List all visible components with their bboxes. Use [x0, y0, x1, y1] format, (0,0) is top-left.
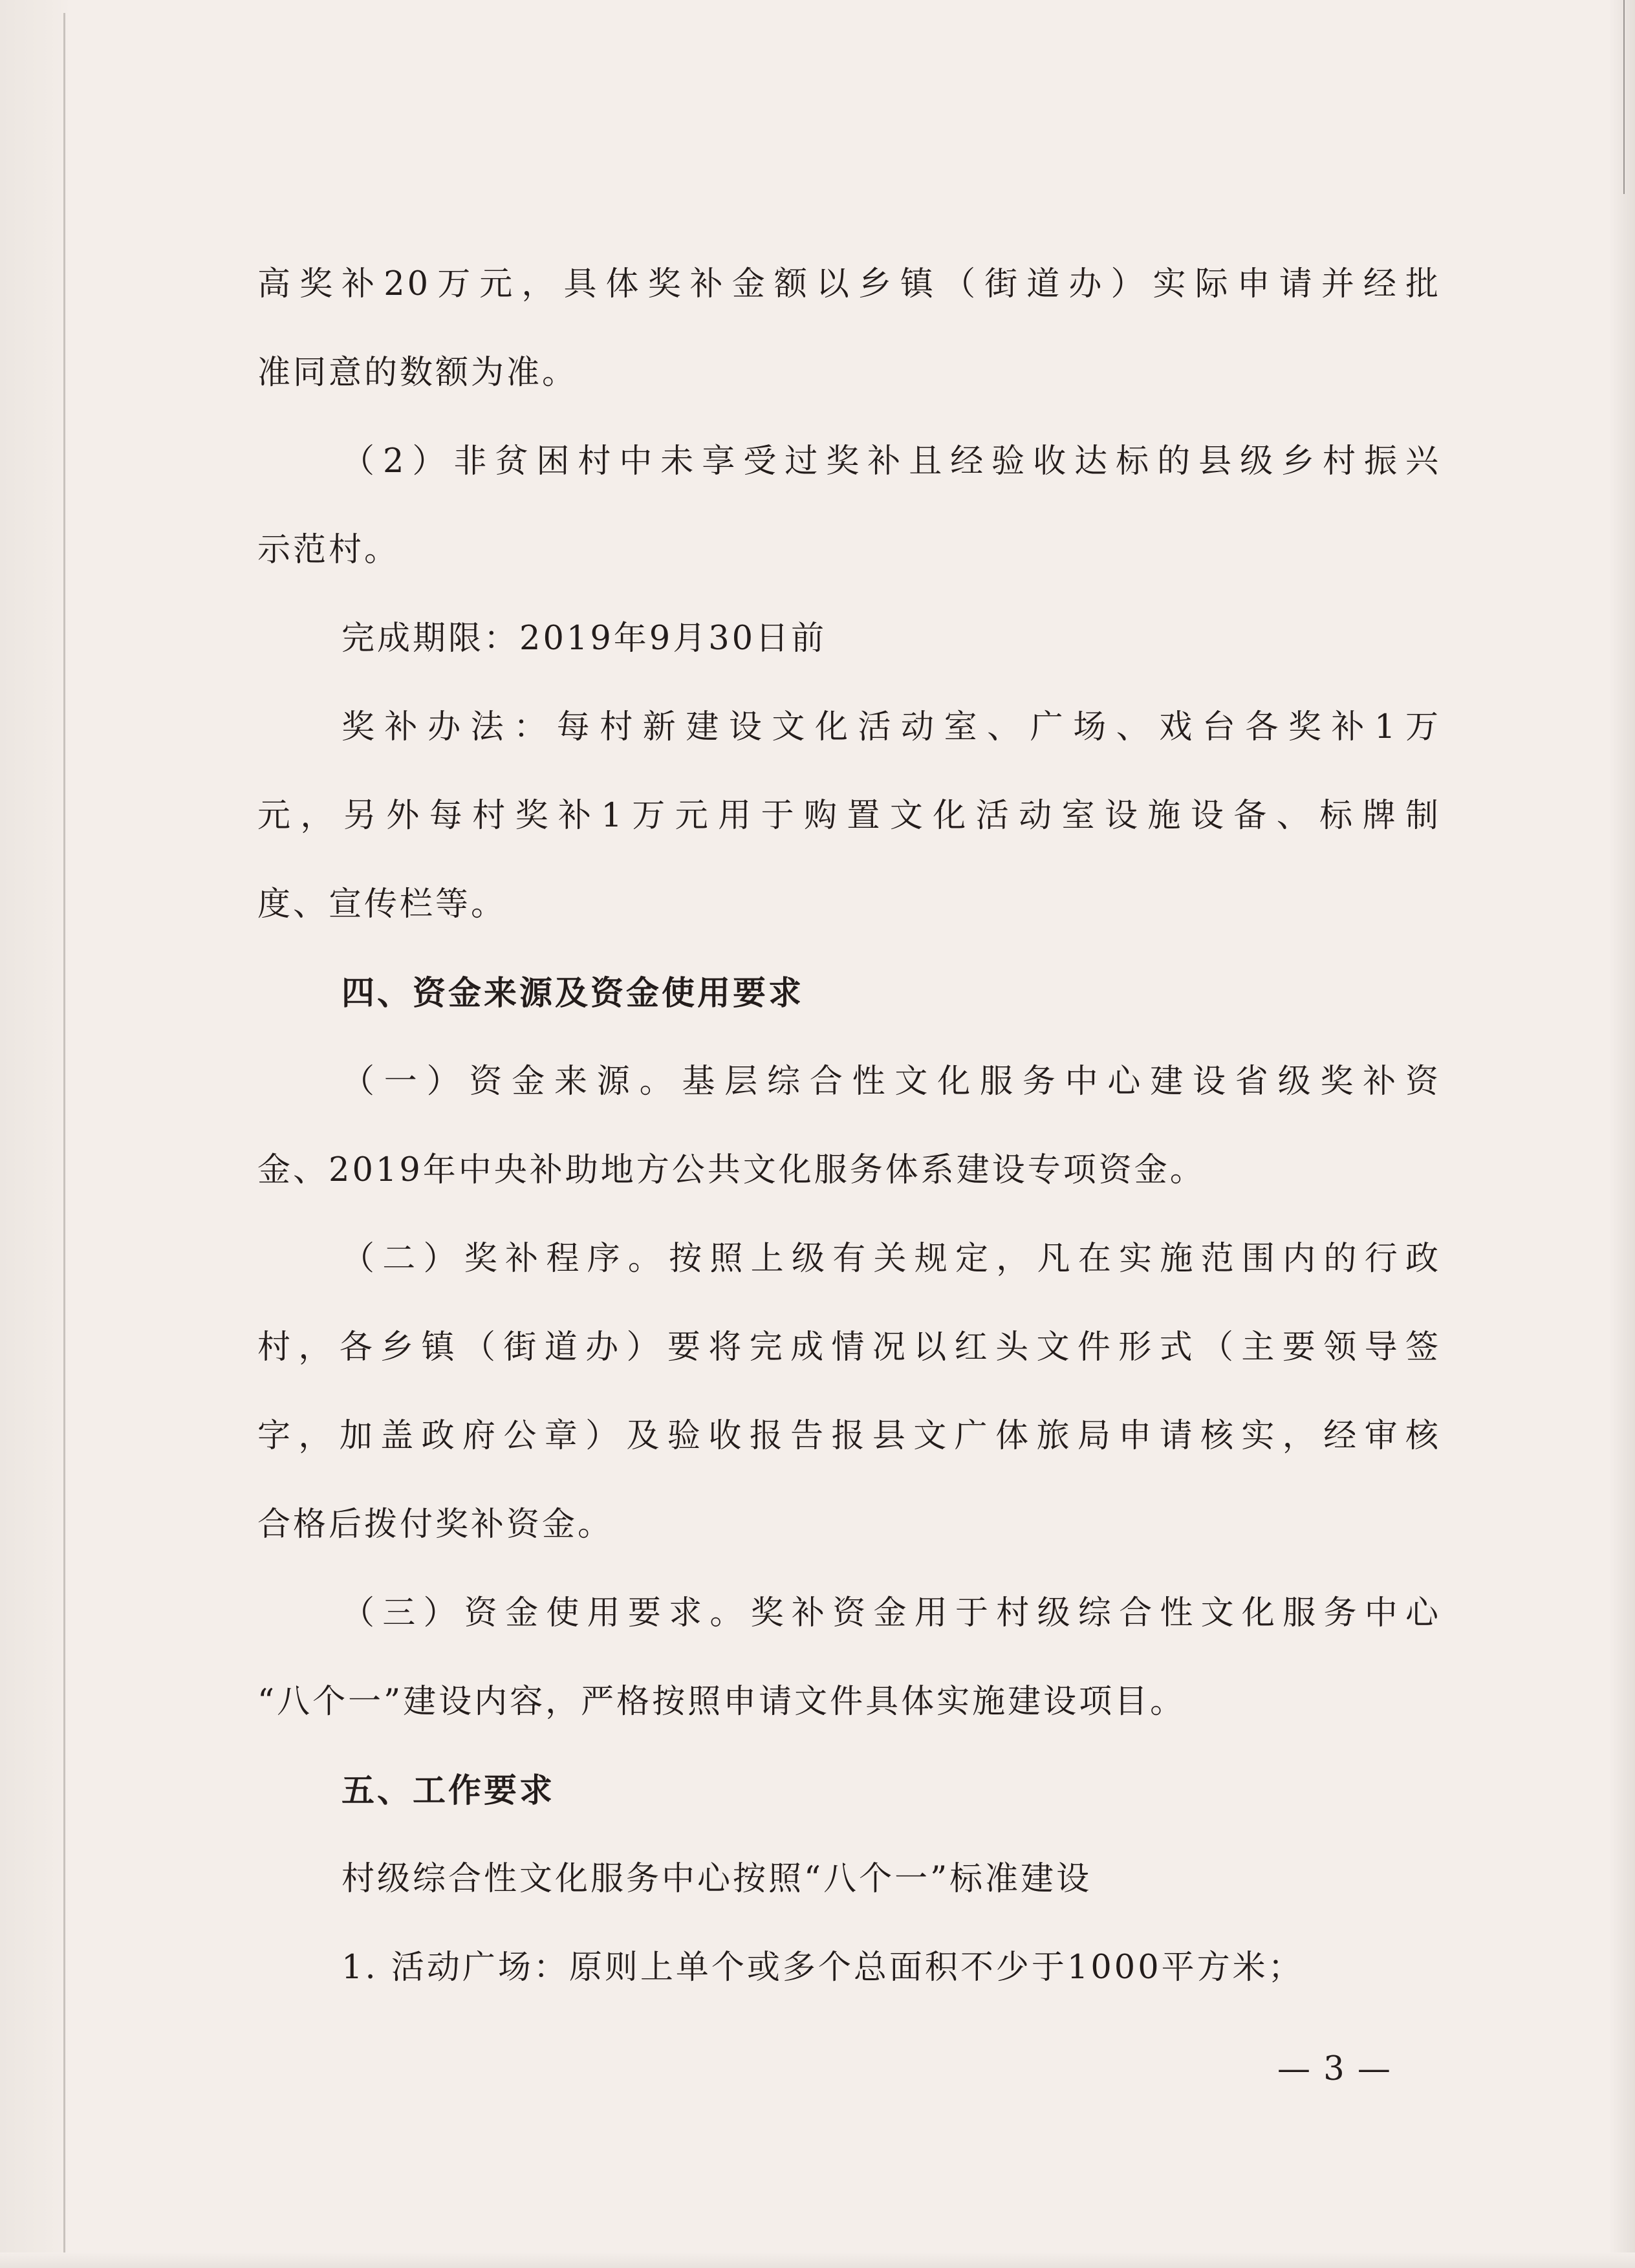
text-line: 村级综合性文化服务中心按照“八个一”标准建设 — [341, 1860, 1092, 1898]
document-body — [257, 262, 1441, 2034]
text-line: 度、宣传栏等。 — [257, 885, 507, 923]
text-line: 准同意的数额为准。 — [257, 354, 578, 392]
text-line: （2）非贫困村中未享受过奖补且经验收达标的县级乡村振兴 — [341, 442, 1441, 481]
text-line: 奖补办法：每村新建设文化活动室、广场、戏台各奖补1万 — [341, 708, 1441, 746]
text-line: 1. 活动广场：原则上单个或多个总面积不少于1000平方米； — [341, 1949, 1304, 1987]
text-line: 高奖补20万元，具体奖补金额以乡镇（街道办）实际申请并经批 — [257, 265, 1441, 303]
text-line: 金、2019年中央补助地方公共文化服务体系建设专项资金。 — [257, 1151, 1206, 1189]
scan-bottom-margin — [0, 2252, 1635, 2268]
text-line: （二）奖补程序。按照上级有关规定，凡在实施范围内的行政 — [341, 1240, 1441, 1278]
section-heading: 五、工作要求 — [341, 1771, 556, 1810]
section-heading: 四、资金来源及资金使用要求 — [341, 974, 805, 1013]
page-number: — 3 — — [1277, 2050, 1392, 2088]
scan-right-edge-line — [1623, 0, 1625, 194]
text-line: （三）资金使用要求。奖补资金用于村级综合性文化服务中心 — [341, 1594, 1441, 1632]
text-line: 合格后拨付奖补资金。 — [257, 1506, 614, 1544]
text-line: “八个一”建设内容，严格按照申请文件具体实施建设项目。 — [257, 1683, 1186, 1721]
text-line: （一）资金来源。基层综合性文化服务中心建设省级奖补资 — [341, 1063, 1441, 1101]
text-line: 村，各乡镇（街道办）要将完成情况以红头文件形式（主要领导签 — [257, 1328, 1441, 1366]
scan-binding-line — [63, 13, 65, 2255]
text-line: 字，加盖政府公章）及验收报告报县文广体旅局申请核实，经审核 — [257, 1417, 1441, 1455]
text-line: 示范村。 — [257, 531, 400, 569]
scan-right-margin — [1609, 0, 1635, 2268]
scan-left-margin — [0, 0, 71, 2268]
text-line: 完成期限：2019年9月30日前 — [341, 620, 827, 658]
text-line: 元，另外每村奖补1万元用于购置文化活动室设施设备、标牌制 — [257, 797, 1441, 835]
